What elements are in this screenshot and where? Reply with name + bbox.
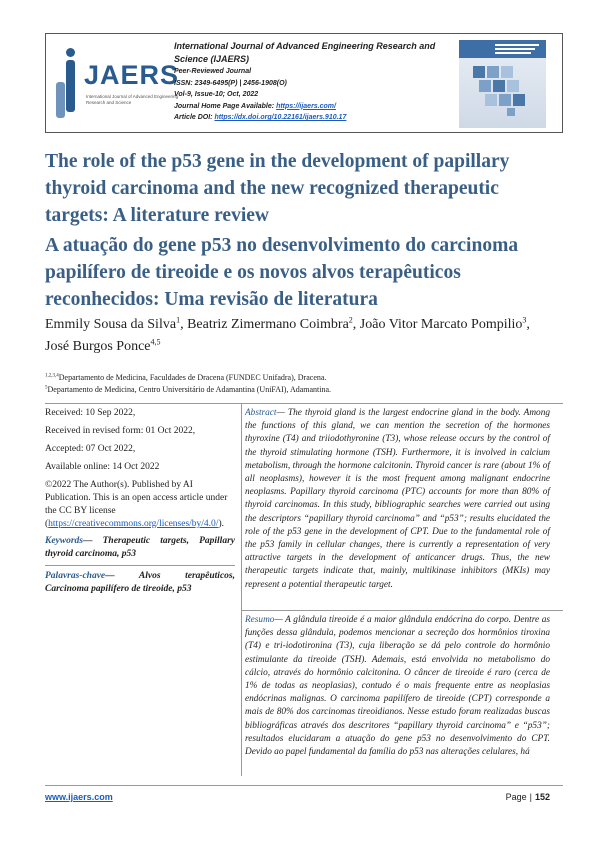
author: Beatriz Zimermano Coimbra$^2$,: [187, 315, 360, 332]
homepage-label: Journal Home Page Available:: [174, 102, 277, 110]
author: Emmily Sousa da Silva$^1$,: [45, 315, 188, 332]
accepted-date: Accepted: 07 Oct 2022,: [45, 444, 136, 454]
palavras-chave-label: Palavras-chave: [45, 571, 106, 581]
abstract-divider: [242, 610, 563, 611]
page-number: Page | 152: [505, 792, 550, 802]
section-divider: [45, 403, 563, 404]
logo-tagline: International Journal of Advanced Engineering Research and Science: [86, 94, 179, 105]
journal-cover-image: [459, 40, 546, 128]
revised-date: Received in revised form: 01 Oct 2022,: [45, 426, 196, 436]
homepage-link[interactable]: https://ijaers.com/: [276, 102, 336, 110]
doi-line: [174, 112, 444, 124]
license-link[interactable]: https://creativecommons.org/licenses/by/4.0/: [48, 519, 219, 529]
keywords-divider: [45, 565, 235, 566]
palavras-chave: [45, 570, 235, 596]
keywords: [45, 535, 235, 561]
keywords-text: — Therapeutic targets, Papillary thyroid carcinoma, p53: [45, 536, 235, 559]
license-statement: ©2022 The Author(s). Published by AI Publication. This is an open access article under the CC BY license (https://creativecommons.org/licenses/by/4.0/).: [45, 480, 228, 529]
column-divider: [241, 404, 242, 776]
article-title-portuguese: A atuação do gene p53 no desenvolvimento do carcinoma papilífero de tireoide e os novos alvos terapêuticos reconhecidos: Uma revisão de literatura: [45, 235, 519, 310]
footer-website-link[interactable]: www.ijaers.com: [45, 792, 113, 802]
journal-title: International Journal of Advanced Engineering Research and Science (IJAERS): [174, 41, 436, 64]
author: João Vitor Marcato Pompilio$^3$,: [359, 315, 530, 332]
journal-header: [45, 33, 563, 133]
affiliation: $^{1,2,3,4}$Departamento de Medicina, Faculdades de Dracena (FUNDEC Unifadra), Dracena.: [45, 373, 327, 382]
abstract-label: Abstract: [245, 408, 277, 418]
author-list: [45, 314, 565, 358]
received-date: Received: 10 Sep 2022,: [45, 408, 136, 418]
abstract-english: [245, 407, 550, 592]
palavras-chave-text: — Alvos terapêuticos, Carcinoma papilífero de tireoide, p53: [45, 571, 235, 594]
author: José Burgos Ponce$^{4,5}$: [45, 337, 161, 354]
article-title-english: The role of the p53 gene in the development of papillary thyroid carcinoma and the new recognized therapeutic targets: A literature review: [45, 151, 510, 226]
issn: ISSN: 2349-6495(P) | 2456-1908(O): [174, 79, 287, 87]
affiliation: $^5$Departamento de Medicina, Centro Universitário de Adamantina (UniFAI), Adamantina.: [45, 385, 332, 394]
resumo-label: Resumo: [245, 615, 275, 625]
homepage-line: [174, 101, 444, 113]
volume-issue: Vol-9, Issue-10; Oct, 2022: [174, 91, 259, 98]
keywords-label: Keywords: [45, 536, 83, 546]
logo-text: JAERS: [84, 60, 180, 90]
footer-divider: [45, 785, 563, 786]
abstract-text: — The thyroid gland is the largest endocrine gland in the body. Among the functions of this gland, we can mention the secretion of the hormones thyroxine (T4) and triiodothyronine (T3), whose release occurs by the control of the thyroid stimulating hormone (TSH). Furthermore, it is involved in calcium metabolism, through the hormone calcitonin. Thyroid cancer is rare (about 1% of all neoplasms), however it is the most frequent among malignant endocrine neoplasms. Papillary thyroid carcinoma (PTC) accounts for more than 80% of thyroid carcinomas. In this study, bibliographic searches were carried out using the descriptors “papillary thyroid carcinoma” and “p53”; results elucidated the role of the p53 gene in the development of CPT. Due to the fundamental role of the p53 family in cellular changes, there is currently a representation of very attractive targets in the development of anticancer drugs. Thus, the new therapeutic targets indicate that, mainly, multikinase inhibitors (MKIs) may represent a potential therapeutic target.: [245, 408, 550, 590]
peer-reviewed: Peer-Reviewed Journal: [174, 68, 252, 75]
article-meta-column: [45, 407, 235, 596]
resumo-text: — A glândula tireoide é a maior glândula endócrina do corpo. Dentre as funções dessa glândula, podemos mencionar a secreção dos hormônios tiroxina (T4) e tri-iodotironina (T3), cuja liberação se dá pelo controle do hormônio estimulante da tireoide (TSH). Ademais, está envolvida no metabolismo do cálcio, através do hormônio calcitonina. O câncer de tireoide é raro (cerca de 1% de todas as neoplasias), contudo é o mais frequente entre as neoplasias endócrinas malignas. O carcinoma papilífero de tireoide (CPT) corresponde a mais de 80% dos carcinomas tireoidianos. Nesse estudo foram realizadas buscas bibliográficas através dos descritores “papillary thyroid carcinoma” e “p53”; resultados elucidaram a atuação do gene p53 no desenvolvimento do CPT. Devido ao papel fundamental da família do p53 nas alterações celulares, há: [245, 615, 550, 758]
abstract-portuguese: [245, 614, 550, 759]
doi-label: Article DOI:: [174, 114, 215, 121]
affiliations: [45, 372, 565, 396]
doi-link[interactable]: https://dx.doi.org/10.22161/ijaers.910.17: [214, 114, 347, 121]
online-date: Available online: 14 Oct 2022: [45, 462, 160, 472]
journal-info: [174, 40, 444, 124]
